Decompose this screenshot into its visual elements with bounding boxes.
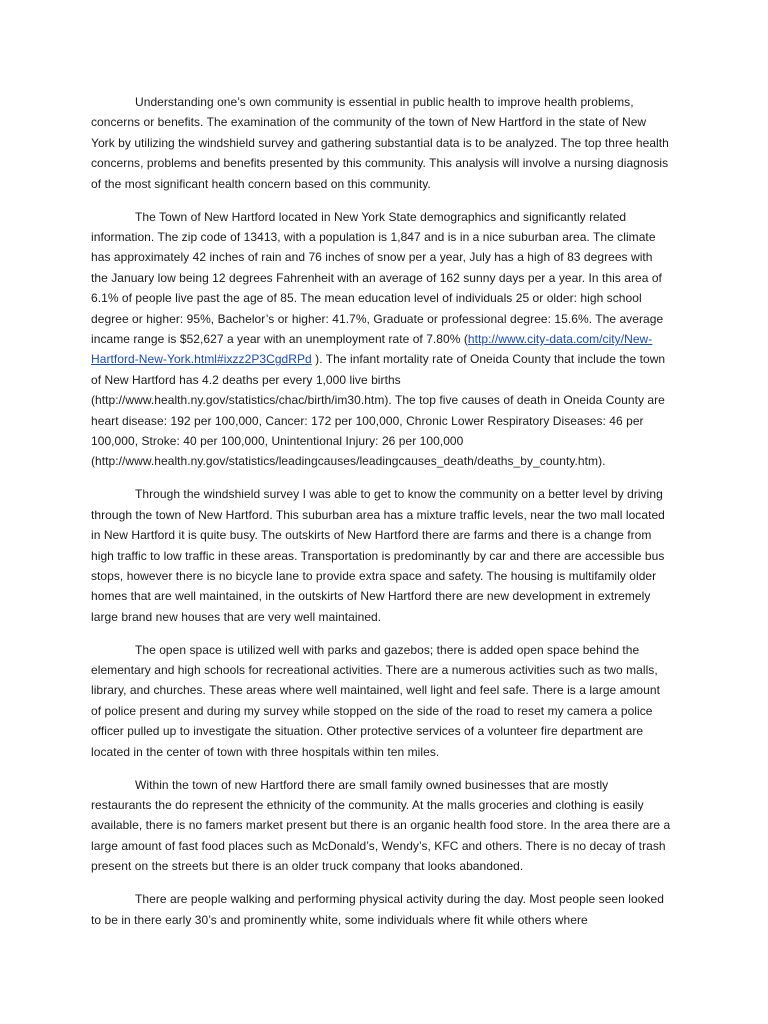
document-page [91, 92, 671, 942]
paragraph-introduction: Understanding one’s own community is essential in public health to improve health problems, concerns or benefits. The examination of the community of the town of New Hartford in the state of New York by utilizing the windshield survey and gathering substantial data is to be analyzed. The top three health concerns, problems and benefits presented by this community. This analysis will involve a nursing diagnosis of the most significant health concern based on this community. [91, 95, 669, 191]
city-data-link[interactable]: http://www.city-data.com/city/New-Hartford-New-York.html#ixzz2P3CgdRPd [91, 331, 653, 367]
paragraph-physical-activity: There are people walking and performing physical activity during the day. Most people seen looked to be in there early 30’s and prominently white, some individuals where fit while others where [91, 892, 664, 927]
demographics-text-before-link: The Town of New Hartford located in New York State demographics and significantly related information. The zip code of 13413, with a population is 1,847 and is in a nice suburban area. The climate has approximately 42 inches of rain and 76 inches of snow per a year, July has a high of 83 degrees with the January low being 12 degrees Fahrenheit with an average of 162 sunny days per a year. In this area of 6.1% of people live past the age of 85. The mean education level of individuals 25 or older: high school degree or higher: 95%, Bachelor’s or higher: 41.7%, Graduate or professional degree: 15.6%. The average incame range is $52,627 a year with an unemployment rate of 7.80% ( [91, 209, 664, 346]
paragraph-open-space: The open space is utilized well with parks and gazebos; there is added open space behind the elementary and high schools for recreational activities. There are a numerous activities such as two malls, library, and churches. These areas where well maintained, well light and feel safe. There is a large amount of police present and during my survey while stopped on the side of the road to reset my camera a police officer pulled up to investigate the situation. Other protective services of a volunteer fire department are located in the center of town with three hospitals within ten miles. [91, 642, 660, 759]
paragraph-demographics [91, 207, 671, 472]
paragraph-windshield-survey: Through the windshield survey I was able to get to know the community on a better level by driving through the town of New Hartford. This suburban area has a mixture traffic levels, near the two mall located in New Hartford it is quite busy. The outskirts of New Hartford there are farms and there is a change from high traffic to low traffic in these areas. Transportation is predominantly by car and there are accessible bus stops, however there is no bicycle lane to provide extra space and safety. The housing is multifamily older homes that are well maintained, in the outskirts of New Hartford there are new development in extremely large brand new houses that are very well maintained. [91, 487, 665, 624]
paragraph-businesses: Within the town of new Hartford there are small family owned businesses that are mostly restaurants the do represent the ethnicity of the community. At the malls groceries and clothing is easily available, there is no famers market present but there is an organic health food store. In the area there are a large amount of fast food places such as McDonald’s, Wendy’s, KFC and others. There is no decay of trash present on the streets but there is an older truck company that looks abandoned. [91, 777, 671, 874]
demographics-text-after-link: ). The infant mortality rate of Oneida County that include the town of New Hartford has 4.2 deaths per every 1,000 live births (http://www.health.ny.gov/statistics/chac/birth/im30.htm). The top five causes of death in Oneida County are heart disease: 192 per 100,000, Cancer: 172 per 100,000, Chronic Lower Respiratory Diseases: 46 per 100,000, Stroke: 40 per 100,000, Unintentional Injury: 26 per 100,000 (http://www.health.ny.gov/statistics/leadingcauses/leadingcauses_death/deaths_by_county.htm). [91, 352, 666, 469]
